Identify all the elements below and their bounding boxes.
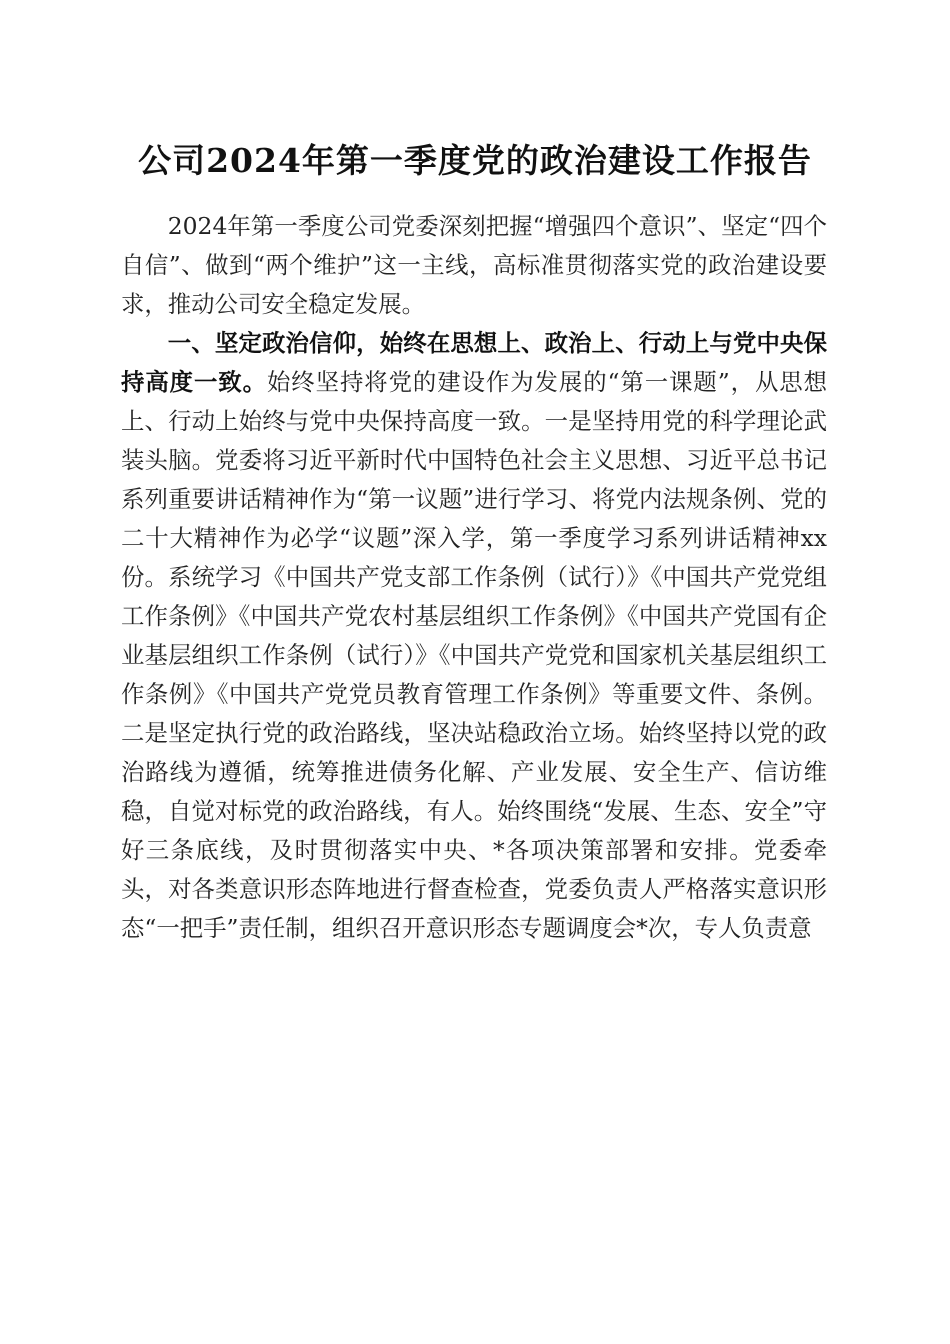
document-body xyxy=(121,207,827,948)
intro-paragraph: 2024年第一季度公司党委深刻把握“增强四个意识”、坚定“四个自信”、做到“两个维护”这一主线，高标准贯彻落实党的政治建设要求，推动公司安全稳定发展。 xyxy=(121,212,827,318)
section-1-paragraph xyxy=(121,324,827,948)
section-1-body: 始终坚持将党的建设作为发展的“第一课题”，从思想上、行动上始终与党中央保持高度一致。一是坚持用党的科学理论武装头脑。党委将习近平新时代中国特色社会主义思想、习近平总书记系列重要讲话精神作为“第一议题”进行学习、将党内法规条例、党的二十大精神作为必学“议题”深入学，第一季度学习系列讲话精神xx份。系统学习《中国共产党支部工作条例（试行）》《中国共产党党组工作条例》《中国共产党农村基层组织工作条例》《中国共产党国有企业基层组织工作条例（试行）》《中国共产党党和国家机关基层组织工作条例》《中国共产党党员教育管理工作条例》等重要文件、条例。二是坚定执行党的政治路线，坚决站稳政治立场。始终坚持以党的政治路线为遵循，统筹推进债务化解、产业发展、安全生产、信访维稳，自觉对标党的政治路线，有人。始终围绕“发展、生态、安全”守好三条底线，及时贯彻落实中央、*各项决策部署和安排。党委牵头，对各类意识形态阵地进行督查检查，党委负责人严格落实意识形态“一把手”责任制，组织召开意识形态专题调度会*次，专人负责意 xyxy=(121,368,828,942)
document-title: 公司2024年第一季度党的政治建设工作报告 xyxy=(138,141,812,180)
section-1-heading: 一、坚定政治信仰，始终在思想上、政治上、行动上与党中央保持高度一致。 xyxy=(121,329,827,396)
